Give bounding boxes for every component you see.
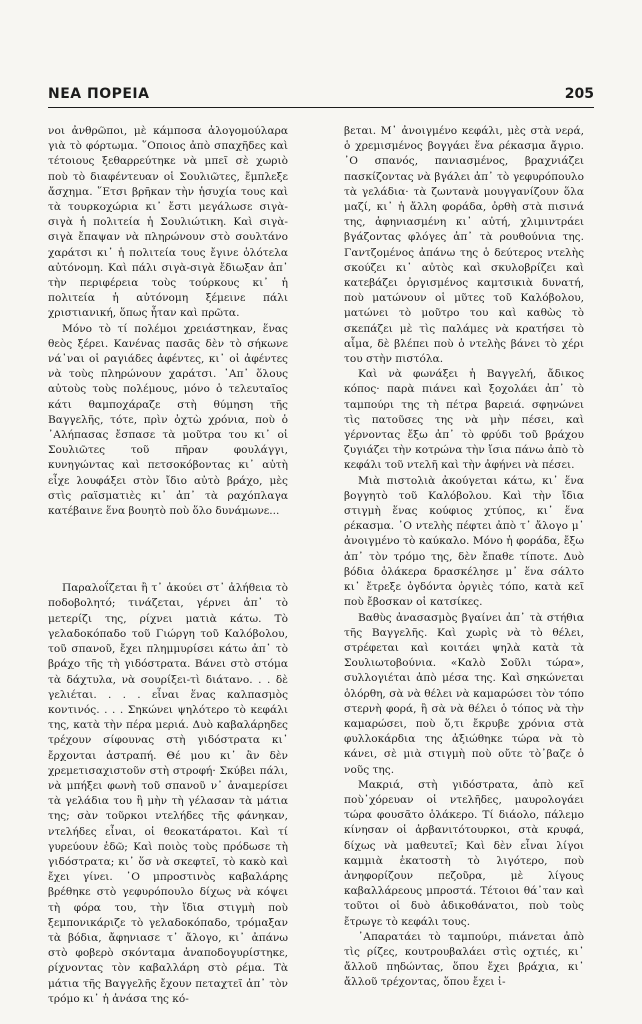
paragraph: Μόνο τὸ τί πολέμοι χρειάστηκαν, ἕνας θεὸς ξέρει. Κανένας πασᾶς δὲν τὸ σήκωνε νά᾿ναι οἱ ραγιάδες ἀφέντες, κι᾿ οἱ ἀφέντες νὰ τοὺς πληρώνουν χαράτσι. ᾿Απ᾿ ὅλους αὐτοὺς τοὺς πολέμους, μόνο ὁ τελευταῖος κάτι θαμποχάραζε στὴ θύμηση τῆς Βαγγελῆς, τότε, πρὶν ὀχτὼ χρόνια, ποὺ ὁ ᾿Αλήπασας ἔσπασε τὰ μοῦτρα του κι᾿ οἱ Σουλιῶτες τοῦ πῆραν φουλάγγι, κυνηγώντας καὶ πετσοκόβοντας κι᾿ αὐτὴ εἶχε λουφάξει στὸν ἴδιο αὐτὸ βράχο, μὲς στὶς ραϊσματιὲς κι᾿ ἀπ᾿ τὰ ραχόπλαγα κατέβαινε ἕνα βουητὸ ποὺ ὅλο δυνάμωνε... — [48, 322, 288, 518]
paragraph: βεται. Μ᾿ ἀνοιγμένο κεφάλι, μὲς στὰ νερά, ὁ χρεμισμένος βογγάει ἕνα ρέκασμα ἄγριο. ᾿Ο σπανός, πανιασμένος, βραχνιάζει πασκίζοντας νὰ βγάλει ἀπ᾿ τὸ γεφυρόπουλο τὰ γελάδια· τὰ ζωντανὰ μουγγανίζουν ὅλα μαζί, κι᾿ ἡ ἄλλη φοράδα, ὀρθὴ στὰ πισινά της, ἀφηνιασμένη κι᾿ αὐτή, χλιμιντράει βγάζοντας φλόγες ἀπ᾿ τὰ ρουθούνια της. Γαντζομένος ἀπάνω της ὁ δεύτερος ντελὴς σκούζει κι᾿ αὐτὸς καὶ σκυλοβρίζει καὶ κατεβάζει ὀργισμένος καμτσικιὰ δυνατή, ποὺ ματώνουν οἱ μῦτες τοῦ Καλόβολου, ματώνει τὸ μοῦτρο του καὶ καθὼς τὸ σκεπάζει μὲ τὶς παλάμες νὰ κρατήσει τὸ αἷμα, δὲ βλέπει ποὺ ὁ ντελὴς βάνει τὸ χέρι του στὴν πιστόλα. — [344, 125, 584, 366]
paragraph: Μιὰ πιστολιὰ ἀκούγεται κάτω, κι᾿ ἕνα βογγητὸ τοῦ Καλόβολου. Καὶ τὴν ἴδια στιγμὴ ἕνας κούφιος χτύπος, κι᾿ ἕνα ρέκασμα. ᾿Ο ντελὴς πέφτει ἀπὸ τ᾿ ἄλογο μ᾿ ἀνοιγμένο τὸ καύκαλο. Μόνο ἡ φοράδα, ἔξω ἀπ᾿ τὸν τρόμο της, δὲν ἔπαθε τίποτε. Δυὸ βόδια ὁλάκερα δρασκέλησε μ᾿ ἕνα σάλτο κι᾿ ἔτρεξε ὀγδόντα ὀργιὲς τόπο, κατὰ κεῖ ποὺ ἔβοσκαν οἱ κατσίκες. — [344, 474, 584, 609]
section-break — [48, 519, 288, 581]
right-column — [344, 124, 584, 991]
paragraph: Καὶ νὰ φωνάξει ἡ Βαγγελή, ἄδικος κόπος· παρὰ πιάνει καὶ ξοχολάει ἀπ᾿ τὸ ταμπούρι της τὴ πέτρα βαρειά. σφηνώνει τὶς πατοῦσες της νὰ μὴν πέσει, καὶ γέρνοντας ἔξω ἀπ᾿ τὸ φρύδι τοῦ βράχου ζυγιάζει τὴν κοτρώνα τὴν ἴσια πάνω ἀπὸ τὸ κεφάλι τοῦ ντελῆ καὶ τὴν ἀφήνει νὰ πέσει. — [344, 368, 584, 472]
paragraph: νοι ἀνθρῶποι, μὲ κάμποσα ἀλογομούλαρα γιὰ τὸ φόρτωμα. ῞Οποιος ἀπὸ σπαχῆδες καὶ τέτοιους ξεθαρρεύτηκε νὰ μπεῖ σὲ χωριὸ ποὺ τὸ διαφέντευαν οἱ Σουλιῶτες, ἔμπλεξε ἄσχημα. ῞Ετσι βρῆκαν τὴν ἡσυχία τους καὶ τὰ τουρκοχώρια κι᾿ ἔστι μεγάλωσε σιγὰ-σιγὰ ἡ πολιτεία ἡ Σουλιώτικη. Καὶ σιγὰ-σιγὰ ἔπαψαν νὰ πληρώνουν στὸ σουλτάνο χαράτσι κι᾿ ἡ πολιτεία τους ἔγινε ὁλότελα αὐτόνομη. Καὶ πάλι σιγὰ-σιγὰ ἔδιωξαν ἀπ᾿ τὴν περιφέρεια τοὺς τούρκους κι᾿ ἡ πολιτεία ἡ αὐτόνομη ξέμεινε πάλι χριστιανική, ὅπως ἦταν καὶ πρῶτα. — [48, 125, 288, 320]
running-header — [48, 86, 594, 106]
journal-title: ΝΕΑ ΠΟΡΕΙΑ — [48, 86, 150, 102]
left-column — [48, 124, 288, 1007]
page-number: 205 — [564, 86, 594, 102]
paragraph: Βαθὺς ἀνασασμὸς βγαίνει ἀπ᾿ τὰ στήθια τῆς Βαγγελῆς. Καὶ χωρὶς νὰ τὸ θέλει, στρέφεται καὶ κοιτάει ψηλὰ κατὰ τὰ Σουλιωτοβούνια. «Καλὸ Σοῦλι τώρα», συλλογιέται ἀπὸ μέσα της. Καὶ σηκώνεται ὁλόρθη, σὰ νὰ θέλει νὰ καμαρώσει τὸν τόπο στερνὴ φορά, ἢ σὰ νὰ θέλει ὁ τόπος νὰ τὴν καμαρώσει, ποὺ ὅ,τι ἔκρυβε χρόνια στὰ φυλλοκάρδια της ἀξιώθηκε τώρα νὰ τὸ κάνει, σὲ μιὰ στιγμὴ ποὺ οὔτε τὸ᾿βαζε ὁ νοῦς της. — [344, 611, 584, 776]
header-rule — [48, 107, 594, 108]
paragraph: Παραλοΐζεται ἢ τ᾿ ἀκούει στ᾿ ἀλήθεια τὸ ποδοβολητό; τινάζεται, γέρνει ἀπ᾿ τὸ μετερίζι της, ρίχνει ματιὰ κάτω. Τὸ γελαδοκόπαδο τοῦ Γιώργη τοῦ Καλόβολου, τοῦ σπανοῦ, ἔχει πλημμυρίσει κάτω ἀπ᾿ τὸ βράχο τῆς τὴ γιδόστρατα. Βάνει στὸ στόμα τὰ δάχτυλα, νὰ σουρίξει-τὶ διάτανο. . . δὲ γελιέται. . . . εἶναι ἕνας καλπασμὸς κοντινός. . . . Σηκώνει ψηλότερο τὸ κεφάλι της, κατὰ τὴν πέρα μεριά. Δυὸ καβαλάρηδες τρέχουν σίφουνας στὴ γιδόστρατα κι᾿ ἔρχονται ἀστραπή. Θέ μου κι᾿ ἂν δὲν χρεμετισαχιστοῦν στὴ στροφή· Σκύβει πάλι, νὰ μπήξει φωνὴ τοῦ σπανοῦ ν᾿ ἀναμερίσει τὰ γελάδια του ἢ μὴν τὴ γέλασαν τὰ μάτια της; σὰν τοῦρκοι ντελήδες τῆς φάνηκαν, ντελήδες εἶναι, οἱ θεοκατάρατοι. Καὶ τί γυρεύουν ἐδῶ; Καὶ ποιὸς τοὺς πρόδωσε τὴ γιδόστρατα; κι᾿ ὅσ νὰ σκεφτεῖ, τὸ κακὸ καὶ ἔχει γίνει. ᾿Ο μπροστινὸς καβαλάρης βρέθηκε στὸ γεφυρόπουλο δίχως νὰ κόψει τὴ φόρα του, τὴν ἴδια στιγμὴ ποὺ ξεμπονικάριζε τὸ γελαδοκόπαδο, τρόμαξαν τὰ βόδια, ἄφηνιασε τ᾿ ἄλογο, κι᾿ ἀπάνω στὸ φοβερὸ σκόνταμα ἀναποδογυρίστηκε, ρίχνοντας τὸν καβαλλάρη στὸ ρέμα. Τὰ μάτια τῆς Βαγγελῆς ἔχουν πεταχτεῖ ἀπ᾿ τὸν τρόμο κι᾿ ἡ ἀνάσα της κό- — [48, 582, 288, 1005]
paragraph: Μακριά, στὴ γιδόστρατα, ἀπὸ κεῖ ποὺ᾿χόρευαν οἱ ντελῆδες, μαυρολογάει τώρα φουσᾶτο ὁλάκερο. Τί διάολο, πάλεμο κίνησαν οἱ ἀρβανιτότουρκοι, στὰ κρυφά, δίχως νὰ μαθευτεῖ; Καὶ δὲν εἶναι λίγοι καμμιὰ ἑκατοστὴ τὸ λιγότερο, ποὺ ἀνηφορίζουν πεζοῦρα, μὲ λίγους καβαλλάρεους μπροστά. Τέτοιοι θά᾿ταν καὶ τοῦτοι οἱ δυὸ ἀδικοθάνατοι, ποὺ τοὺς ἔτρωγε τὸ κεφάλι τους. — [344, 778, 584, 928]
paragraph: ᾿Απαρατάει τὸ ταμπούρι, πιάνεται ἀπὸ τὶς ρίζες, κουτρουβαλάει στὶς οχτιές, κι᾿ ἄλλοῦ πηδώντας, ὅπου ἔχει βράχια, κι᾿ ἄλλοῦ τρέχοντας, ὅπου ἔχει ἰ- — [344, 930, 584, 989]
